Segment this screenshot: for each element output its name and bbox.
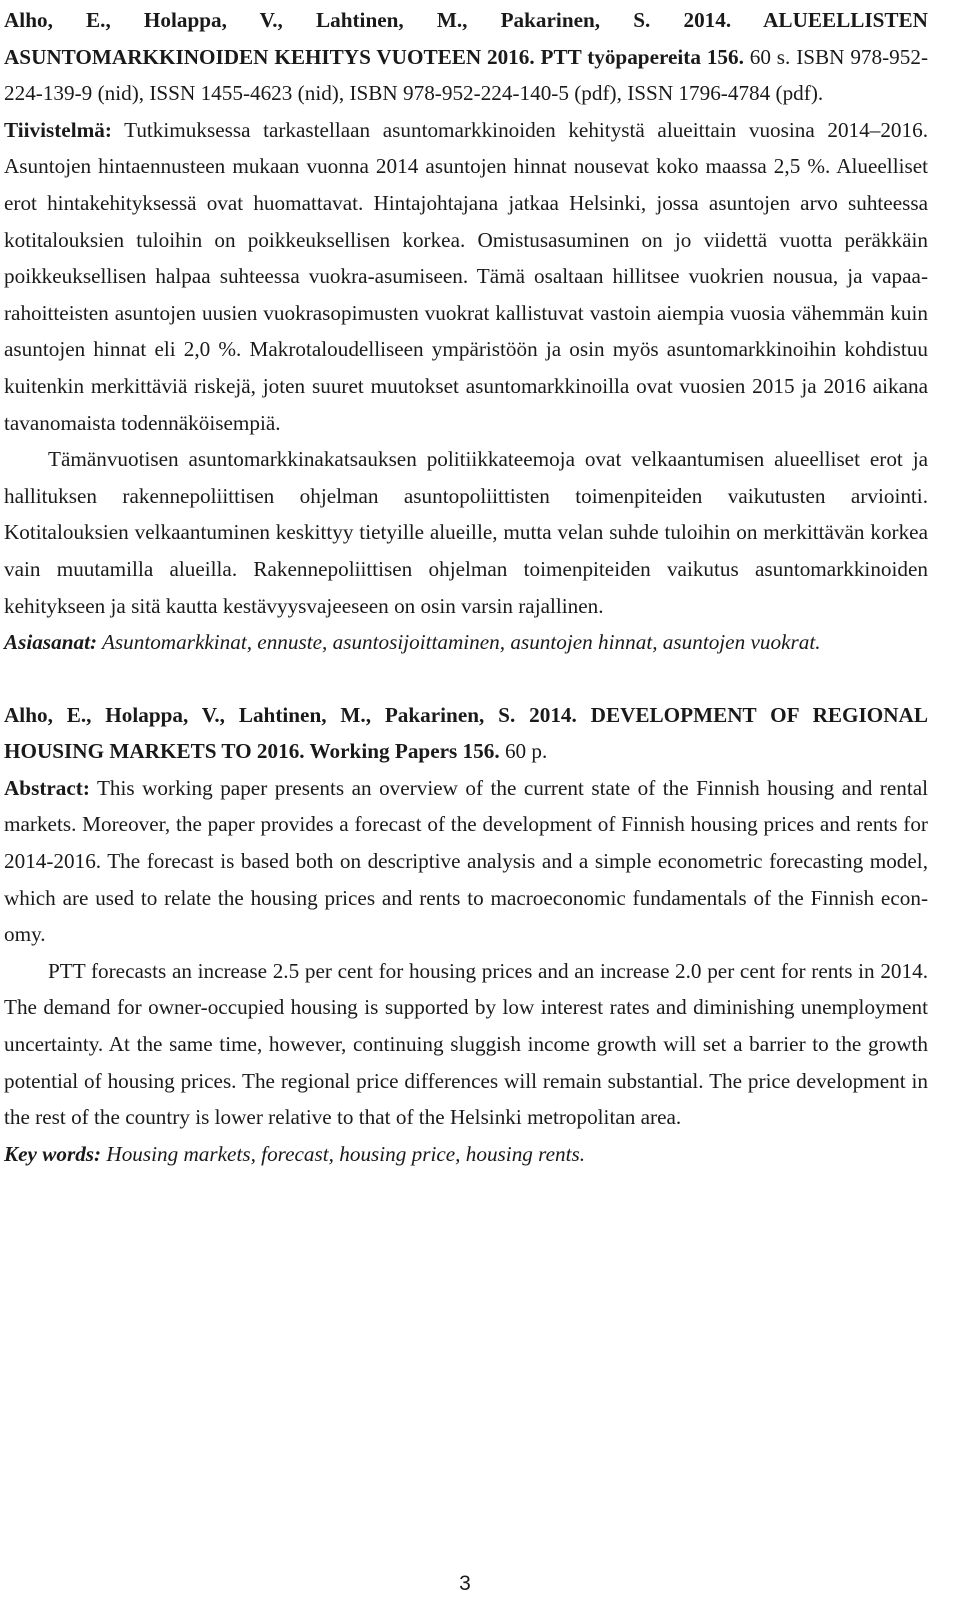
english-keywords xyxy=(4,1136,928,1173)
finnish-keywords-text: Asuntomarkkinat, ennuste, asuntosijoittaminen, asuntojen hinnat, asuntojen vuokrat. xyxy=(97,630,821,655)
finnish-abstract-label: Tiivistelmä: xyxy=(4,117,112,142)
english-keywords-label: Key words: xyxy=(4,1141,102,1166)
finnish-abstract-text: Tutkimuksessa tarkastellaan asuntomarkkinoiden kehitystä alueittain vuosina 2014–2016. Asuntojen hintaennusteen mukaan vuonna 2014 asuntojen hinnat nousevat koko maassa 2,5 %. Alueelliset erot hintakehityksessä ovat huomattavat. Hintajohtajana jatkaa Helsinki, jossa asuntojen arvo suhteessa kotitalouksien tuloihin on poikkeuksellisen korkea. Omistusasuminen on jo viidettä vuotta peräkkäin poikkeuksellisen halpaa suhteessa vuokra-asumiseen. Tämä osaltaan hillitsee vuokrien nousua, ja vapaarahoitteisten asuntojen uusien vuokrasopimusten vuokrat kallistuvat vastoin aiempia vuosia vähemmän kuin asuntojen hinnat eli 2,0 %. Makrotaloudelliseen ympäristöön ja osin myös asuntomarkkinoihin kohdistuu kuitenkin merkittäviä riskejä, joten suuret muutokset asuntomarkkinoilla ovat vuosien 2015 ja 2016 aikana tavanomaista todennäköisempiä. xyxy=(4,117,928,435)
english-keywords-text: Housing markets, forecast, housing price, housing rents. xyxy=(101,1141,586,1166)
english-abstract-text: This working paper presents an overview of the current state of the Finnish housing and rental markets. Moreover, the paper provides a forecast of the development of Finnish housing prices and rents for 2014-2016. The forecast is based both on descriptive analysis and a simple econometric forecasting model, which are used to relate the housing prices and rents to macroeconomic fundamentals of the Finnish economy. xyxy=(4,775,928,947)
finnish-abstract xyxy=(4,112,928,441)
english-reference-details: 60 p. xyxy=(499,739,548,764)
page-number: 3 xyxy=(459,1572,471,1595)
finnish-paragraph-2: Tämänvuotisen asuntomarkkinakatsauksen politiikkateemoja ovat velkaantumisen alueelliset erot ja hallituksen rakennepoliittisen ohjelman asuntopoliittisten toimenpiteiden vaikutusten arviointi. Kotitalouksien velkaantuminen keskittyy tietyille alueille, mutta velan suhde tuloihin on merkittävän korkea vain muutamilla alueilla. Rakennepoliittisen ohjelman toimenpiteiden vaikutus asuntomarkkinoiden kehitykseen ja sitä kautta kestävyysvajeeseen on osin varsin rajallinen. xyxy=(4,447,928,618)
english-reference xyxy=(4,697,928,770)
english-paragraph-2: PTT forecasts an increase 2.5 per cent for housing prices and an increase 2.0 per cent for rents in 2014. The demand for owner-occupied housing is supported by low interest rates and diminishing unemployment uncertainty. At the same time, however, continuing sluggish income growth will set a barrier to the growth potential of housing prices. The regional price differences will remain substantial. The price development in the rest of the country is lower relative to that of the Helsinki metropolitan area. xyxy=(4,958,928,1130)
english-abstract-label: Abstract: xyxy=(4,775,90,800)
finnish-reference-citation: Alho, E., Holappa, V., Lahtinen, M., Pakarinen, S. 2014. ALUEELLISTEN ASUNTOMARKKINOIDEN KEHITYS VUOTEEN 2016. PTT työpapereita 156. xyxy=(4,8,928,69)
document-page xyxy=(4,2,928,1172)
english-reference-citation: Alho, E., Holappa, V., Lahtinen, M., Pakarinen, S. 2014. DEVELOPMENT OF REGIONAL HOUSING MARKETS TO 2016. Working Papers 156. xyxy=(4,702,928,764)
finnish-keywords xyxy=(4,624,928,661)
finnish-reference xyxy=(4,2,928,112)
finnish-keywords-label: Asiasanat: xyxy=(4,630,98,655)
english-abstract xyxy=(4,770,928,953)
section-gap xyxy=(4,661,928,697)
finnish-reference-details: 60 s. ISBN 978-952-224-139-9 (nid), ISSN 1455-4623 (nid), ISBN 978-952-224-140-5 (pdf), ISSN 1796-4784 (pdf). xyxy=(4,44,928,106)
